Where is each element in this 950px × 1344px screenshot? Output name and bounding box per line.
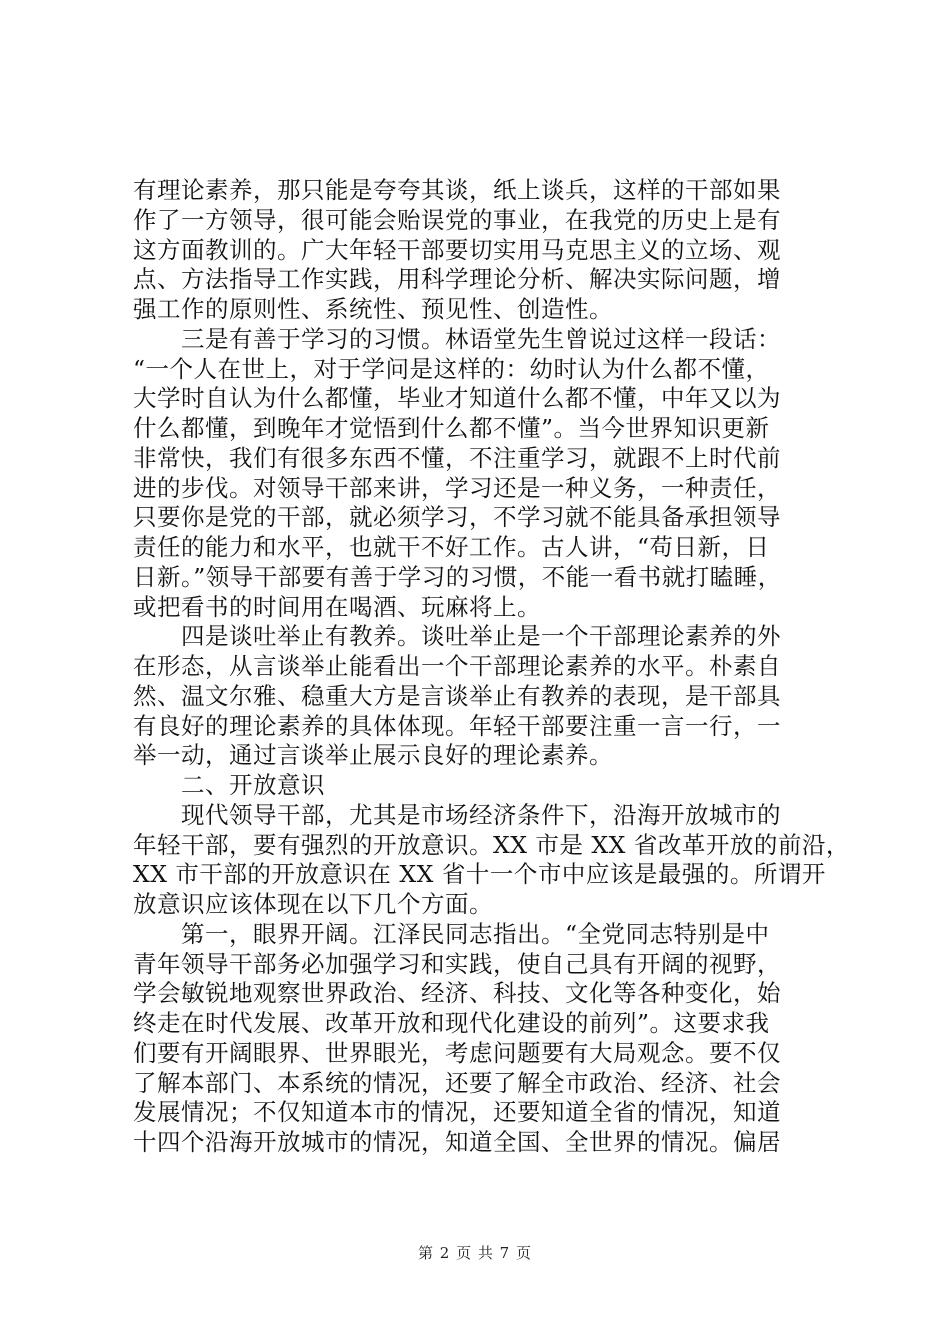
text-line: 点、方法指导工作实践，用科学理论分析、解决实际问题，增 [133,265,781,294]
text-line: 学会敏锐地观察世界政治、经济、科技、文化等各种变化，始 [133,979,781,1008]
text-line: 青年领导干部务必加强学习和实践，使自己具有开阔的视野， [133,949,781,978]
section-heading: 二、开放意识 [133,771,325,799]
text-line: 举一动，通过言谈举止展示良好的理论素养。 [133,741,613,770]
text-line: 现代领导干部，尤其是市场经济条件下，沿海开放城市的 [133,800,781,829]
text-line: 进的步伐。对领导干部来讲，学习还是一种义务，一种责任， [133,473,781,502]
text-line: 或把看书的时间用在喝酒、玩麻将上。 [133,592,541,621]
text-line: 们要有开阔眼界、世界眼光，考虑问题要有大局观念。要不仅 [133,1038,781,1067]
text-line: 日新。”领导干部要有善于学习的习惯，不能一看书就打瞌睡， [133,562,782,591]
text-line: 只要你是党的干部，就必须学习，不学习就不能具备承担领导 [133,503,781,532]
text-line: 什么都懂，到晚年才觉悟到什么都不懂”。当今世界知识更新 [133,414,770,442]
text-line: 年轻干部，要有强烈的开放意识。XX 市是 XX 省改革开放的前沿， [133,830,850,859]
text-line: 有理论素养，那只能是夸夸其谈，纸上谈兵，这样的干部如果 [133,176,781,204]
document-body [133,176,850,1158]
text-line: 大学时自认为什么都懂，毕业才知道什么都不懂，中年又以为 [133,384,781,413]
text-line: 有良好的理论素养的具体体现。年轻干部要注重一言一行，一 [133,711,781,740]
text-line: 这方面教训的。广大年轻干部要切实用马克思主义的立场、观 [133,235,781,264]
text-line: 放意识应该体现在以下几个方面。 [133,890,493,918]
text-line: 强工作的原则性、系统性、预见性、创造性。 [133,295,613,323]
text-line: 了解本部门、本系统的情况，还要了解全市政治、经济、社会 [133,1068,781,1097]
text-line: 第一，眼界开阔。江泽民同志指出。“全党同志特别是中 [133,919,770,948]
text-line: 三是有善于学习的习惯。林语堂先生曾说过这样一段话： [133,324,781,353]
text-line: 作了一方领导，很可能会贻误党的事业，在我党的历史上是有 [133,205,781,234]
text-line: 然、温文尔雅、稳重大方是言谈举止有教养的表现，是干部具 [133,681,781,710]
text-line: 非常快，我们有很多东西不懂，不注重学习，就跟不上时代前 [133,443,781,472]
text-line: 在形态，从言谈举止能看出一个干部理论素养的水平。朴素自 [133,652,781,680]
text-line: 四是谈吐举止有教养。谈吐举止是一个干部理论素养的外 [133,622,781,651]
text-line: 责任的能力和水平，也就干不好工作。古人讲，“苟日新，日 [133,533,770,561]
page-number-footer: 第 2 页 共 7 页 [418,1244,532,1262]
text-line: 发展情况；不仅知道本市的情况，还要知道全省的情况，知道 [133,1098,781,1127]
text-line: 终走在时代发展、改革开放和现代化建设的前列”。这要求我 [133,1009,770,1037]
text-line: XX 市干部的开放意识在 XX 省十一个市中应该是最强的。所谓开 [133,860,826,889]
text-line: 十四个沿海开放城市的情况，知道全国、全世界的情况。偏居 [133,1128,781,1156]
text-line: “一个人在世上，对于学问是这样的：幼时认为什么都不懂， [133,354,770,383]
